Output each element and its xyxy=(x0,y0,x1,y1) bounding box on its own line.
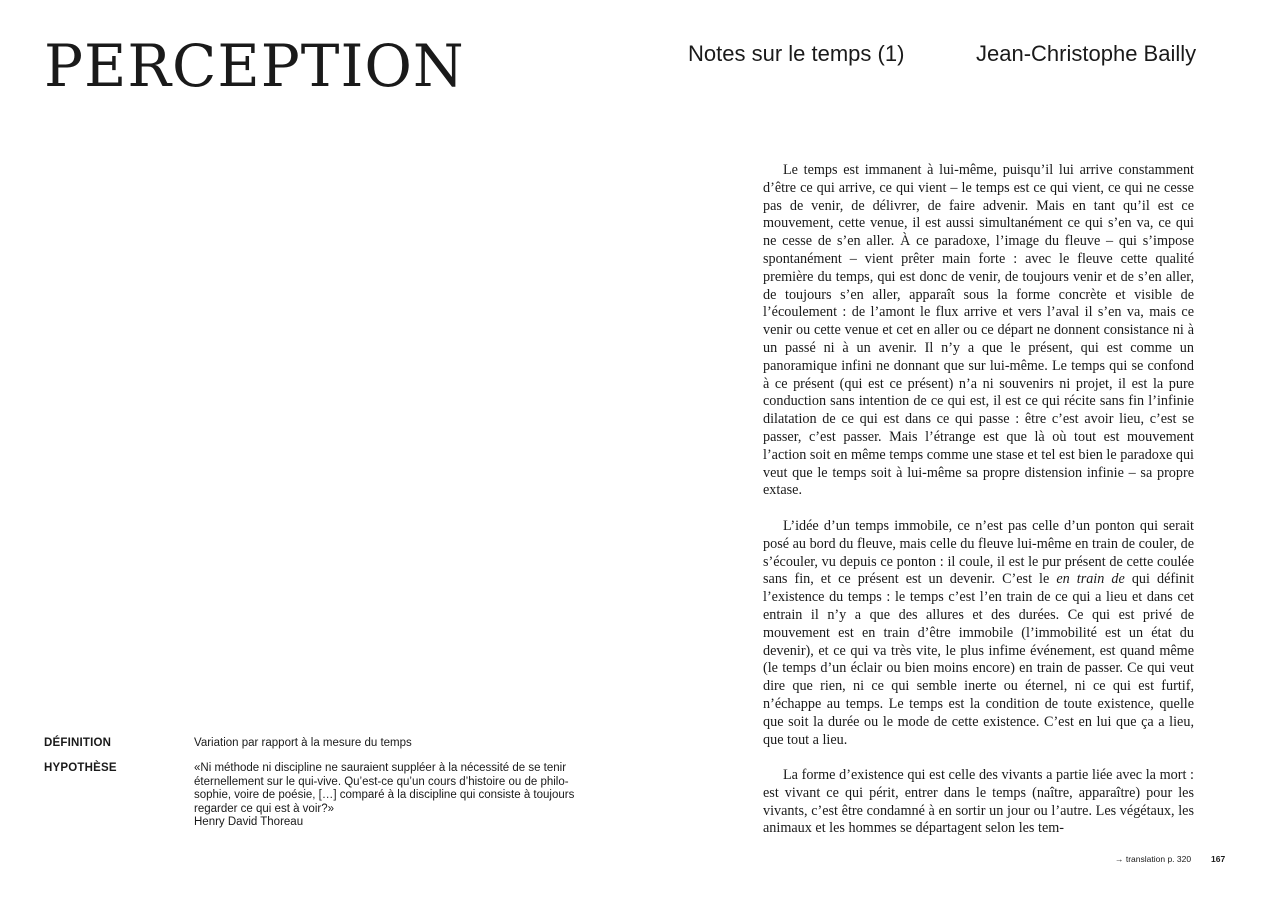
body-paragraph-2-emphasis: en train de xyxy=(1056,571,1125,588)
definition-label: DÉFINITION xyxy=(44,737,112,749)
hypothesis-quote-line: éternellement sur le qui-vive. Qu’est-ce qu’un cours d’histoire ou de philo- xyxy=(194,775,569,788)
hypothesis-quote-author: Henry David Thoreau xyxy=(194,816,304,828)
page-number: 167 xyxy=(1211,854,1226,864)
hypothesis-quote-line: regarder ce qui est à voir?» xyxy=(194,802,334,815)
hypothesis-quote-line: «Ni méthode ni discipline ne sauraient suppléer à la nécessité de se tenir xyxy=(194,762,567,774)
body-paragraph-2 xyxy=(763,518,1194,749)
page-title: PERCEPTION xyxy=(44,32,465,100)
article-author: Jean-Christophe Bailly xyxy=(976,41,1197,66)
body-paragraph-3: La forme d’existence qui est celle des vivants a partie liée avec la mort : est vivant ce qui périt, entrer dans le temps (naître, apparaître) pour les vivants, c’est être condamné à en sortir un jour ou l’autre. Les végétaux, les animaux et les hommes se départagent selon les tem- xyxy=(763,767,1194,837)
body-paragraph-2-part-1: L’idée d’un temps immobile, ce n’est pas celle d’un ponton qui serait posé au bord du fleuve, mais celle du fleuve lui-même en train de couler, de s’écouler, vu depuis ce ponton : il coule, il est le pur présent de cette coulée sans fin, et ce présent est un devenir. C’est le xyxy=(763,517,1194,588)
article-body xyxy=(763,162,1194,838)
body-paragraph-2-part-2: qui définit l’existence du temps : le temps c’est l’en train de ce qui a lieu et dans cet entrain il n’y a que des allures et des durées. Ce qui est privé de mouvement est en train d’être immobile (l’immobilité est un état du devenir), et ce qui va très vite, le plus infime événement, est quand même (le temps d’un éclair ou bien moins encore) en train de passer. Ce qui veut dire que rien, ni ce qui semble inerte ou éternel, ni ce qui est furtif, n’échappe au temps. Le temps est la condition de toute existence, quelle que soit la durée ou le mode de cette existence. C’est en lui que ça a lieu, que tout a lieu. xyxy=(763,571,1195,748)
hypothesis-quote xyxy=(194,762,589,830)
article-subtitle: Notes sur le temps (1) xyxy=(688,41,905,66)
definition-value: Variation par rapport à la mesure du temps xyxy=(194,737,412,749)
hypothesis-label: HYPOTHÈSE xyxy=(44,762,117,774)
hypothesis-quote-line: sophie, voire de poésie, […] comparé à la discipline qui consiste à toujours xyxy=(194,789,575,801)
body-paragraph-1: Le temps est immanent à lui-même, puisqu’il lui arrive constamment d’être ce qui arrive, ce qui vient – le temps est ce qui vient, ce qui ne cesse pas de venir, de délivrer, de faire advenir. Mais en tant qu’il est ce mouvement, cette venue, il est aussi simultanément ce qui s’en va, ce qui ne cesse de s’en aller. À ce paradoxe, l’image du fleuve – qui s’impose spontanément – vient prêter main forte : avec le fleuve cette qualité première du temps, qui est donc de venir, de toujours venir et de s’en aller, de toujours s’en aller, apparaît sous la forme concrète et visible de l’écoulement : de l’amont le flux arrive et vers l’aval il s’en va, mais ce venir ou cette venue et cet en aller ou ce départ ne donnent consistance ni à un passé ni à un avenir. Il n’y a que le présent, qui est comme un panoramique infini ne donnant que sur lui-même. Le temps qui se confond à ce présent (qui est ce présent) n’a ni souvenirs ni projet, il est la pure conduction sans intention de ce qui est, il est ce qui récite sans fin l’infinie dilatation de ce qui est dans ce qui passe : être c’est avoir lieu, c’est se passer, c’est passer. Mais l’étrange est que là où tout est mouvement l’action soit en même temps comme une stase et tel est bien le paradoxe qui veut que le temps soit à lui-même sa propre distension infinie – sa propre extase. xyxy=(763,162,1194,499)
translation-link[interactable]: → translation p. 320 xyxy=(1115,854,1192,864)
